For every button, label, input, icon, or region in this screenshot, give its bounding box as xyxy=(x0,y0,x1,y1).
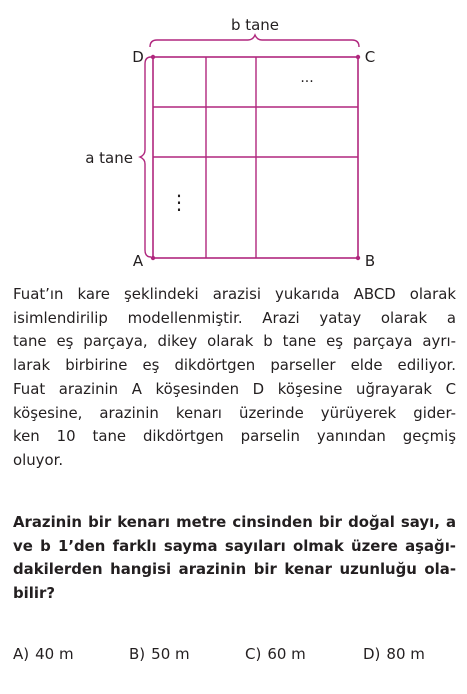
answer-options xyxy=(13,645,463,671)
question-line: Arazinin bir kenarı metre cinsinden bir doğal sayı, a xyxy=(13,513,456,531)
ellipsis-horizontal: ··· xyxy=(300,74,314,90)
story-line: oluyor. xyxy=(13,450,64,469)
option-text: 50 m xyxy=(151,645,190,663)
corner-dot-b xyxy=(356,256,360,260)
option-d[interactable] xyxy=(363,645,425,663)
corner-label-c: C xyxy=(364,48,376,66)
corner-label-d: D xyxy=(132,48,144,66)
corner-dot-a xyxy=(151,256,155,260)
story-line: Fuat arazinin A köşesinden D köşesine uğrayarak C xyxy=(13,379,456,398)
left-label: a tane xyxy=(85,149,133,167)
story-line: tane eş parçaya, dikey olarak b tane eş parçaya ayrı- xyxy=(13,332,456,351)
question-line: dakilerden hangisi arazinin bir kenar uzunluğu ola- xyxy=(13,560,456,579)
question-line: ve b 1’den farklı sayma sayıları olmak üzere aşağı- xyxy=(13,536,456,555)
option-text: 60 m xyxy=(267,645,306,663)
option-a[interactable] xyxy=(13,645,74,663)
land-diagram xyxy=(0,0,467,280)
ellipsis-vertical: ⋮ xyxy=(169,190,189,214)
option-letter: C) xyxy=(245,645,262,663)
corner-label-b: B xyxy=(364,252,376,270)
story-line: larak birbirine eş dikdörtgen parseller elde ediliyor. xyxy=(13,356,456,375)
left-brace xyxy=(140,57,151,257)
option-letter: B) xyxy=(129,645,146,663)
option-text: 80 m xyxy=(386,645,425,663)
story-line: köşesine, arazinin kenarı üzerinde yürüyerek gider- xyxy=(13,403,456,422)
story-line: ken 10 tane dikdörtgen parselin yanından geçmiş xyxy=(13,427,456,446)
top-label: b tane xyxy=(230,16,280,34)
option-b[interactable] xyxy=(129,645,190,663)
corner-dot-c xyxy=(356,55,360,59)
option-letter: D) xyxy=(363,645,381,663)
corner-dot-d xyxy=(151,55,155,59)
option-text: 40 m xyxy=(35,645,74,663)
story-line: Fuat’ın kare şeklindeki arazisi yukarıda ABCD olarak xyxy=(13,285,456,303)
question-line: bilir? xyxy=(13,584,55,603)
story-line: isimlendirilip modellenmiştir. Arazi yatay olarak a xyxy=(13,308,456,327)
question-paragraph xyxy=(13,511,456,606)
option-letter: A) xyxy=(13,645,30,663)
option-c[interactable] xyxy=(245,645,306,663)
story-paragraph xyxy=(13,283,456,473)
top-brace xyxy=(150,35,359,47)
corner-label-a: A xyxy=(132,252,144,270)
